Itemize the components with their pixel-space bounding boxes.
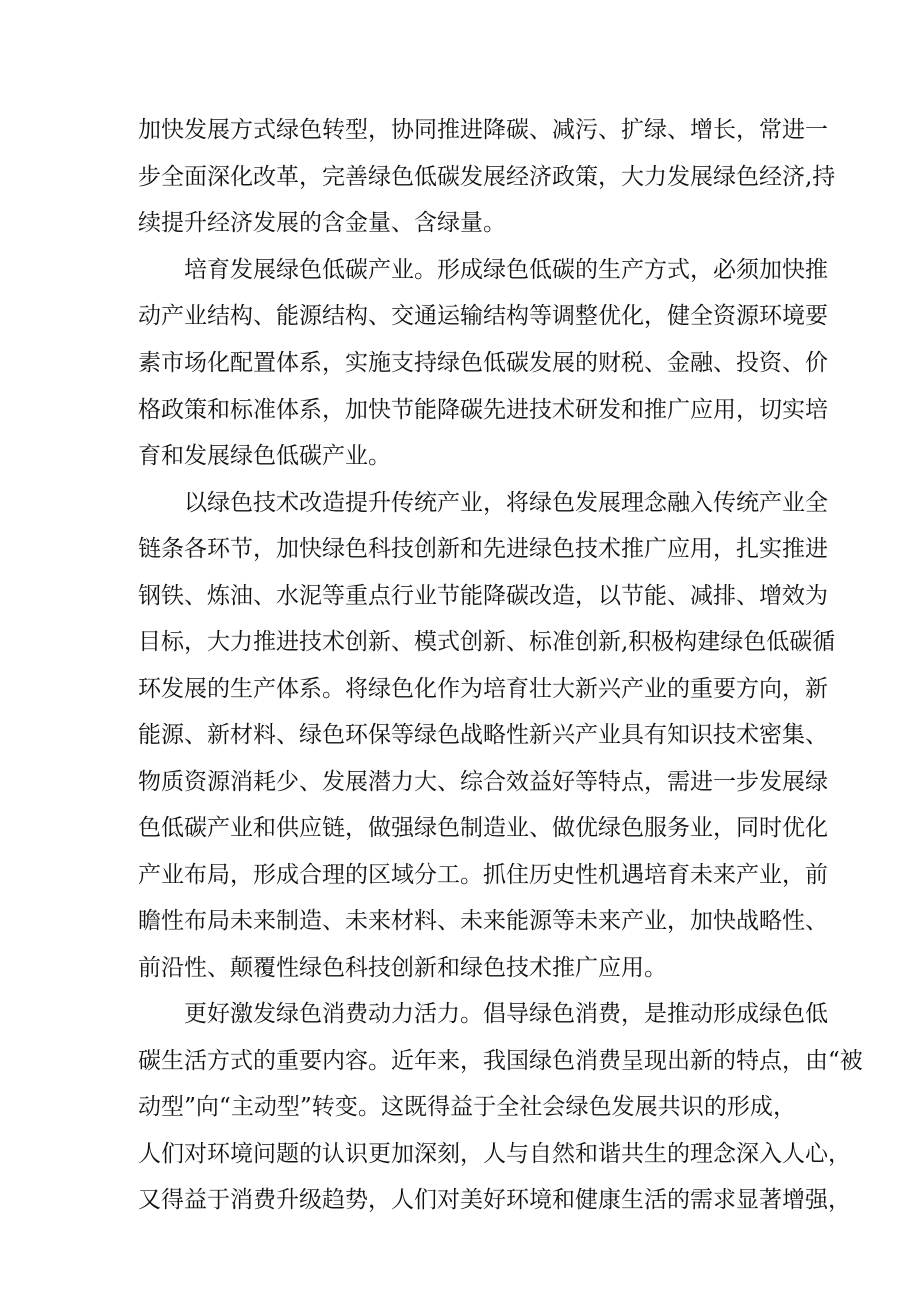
text-line: 格政策和标准体系，加快节能降碳先进技术研发和推广应用，切实培 [138, 397, 828, 423]
text-line: 色低碳产业和供应链，做强绿色制造业、做优绿色服务业，同时优化 [138, 815, 828, 841]
text-line: 素市场化配置体系，实施支持绿色低碳发展的财税、金融、投资、价 [138, 350, 828, 376]
text-line: 步全面深化改革，完善绿色低碳发展经济政策，大力发展绿色经济,持 [138, 164, 836, 190]
text-line: 人们对环境问题的认识更加深刻，人与自然和谐共生的理念深入人心， [138, 1141, 851, 1167]
text-line: 目标，大力推进技术创新、模式创新、标准创新,积极构建绿色低碳循 [138, 629, 836, 655]
text-line: 续提升经济发展的含金量、含绿量。 [138, 210, 506, 236]
text-line: 物质资源消耗少、发展潜力大、综合效益好等特点，需进一步发展绿 [138, 769, 828, 795]
text-line: 又得益于消费升级趋势，人们对美好环境和健康生活的需求显著增强， [138, 1187, 851, 1213]
text-line: 更好激发绿色消费动力活力。倡导绿色消费，是推动形成绿色低 [184, 1001, 828, 1027]
text-line: 瞻性布局未来制造、未来材料、未来能源等未来产业，加快战略性、 [138, 908, 828, 934]
text-line: 前沿性、颠覆性绿色科技创新和绿色技术推广应用。 [138, 955, 667, 981]
text-line: 动产业结构、能源结构、交通运输结构等调整优化，健全资源环境要 [138, 303, 828, 329]
text-line: 动型”向“主动型”转变。这既得益于全社会绿色发展共识的形成， [138, 1094, 796, 1120]
text-line: 加快发展方式绿色转型，协同推进降碳、减污、扩绿、增长，常进一 [138, 117, 828, 143]
text-line: 培育发展绿色低碳产业。形成绿色低碳的生产方式，必须加快推 [184, 257, 828, 283]
text-line: 碳生活方式的重要内容。近年来，我国绿色消费呈现出新的特点，由“被 [138, 1048, 863, 1074]
text-line: 能源、新材料、绿色环保等绿色战略性新兴产业具有知识技术密集、 [138, 722, 828, 748]
text-line: 产业布局，形成合理的区域分工。抓住历史性机遇培育未来产业，前 [138, 862, 828, 888]
text-line: 钢铁、炼油、水泥等重点行业节能降碳改造，以节能、减排、增效为 [138, 583, 828, 609]
text-line: 以绿色技术改造提升传统产业，将绿色发展理念融入传统产业全 [184, 490, 828, 516]
text-line: 链条各环节，加快绿色科技创新和先进绿色技术推广应用，扎实推进 [138, 536, 828, 562]
text-line: 育和发展绿色低碳产业。 [138, 443, 391, 469]
text-line: 环发展的生产体系。将绿色化作为培育壮大新兴产业的重要方向，新 [138, 676, 828, 702]
